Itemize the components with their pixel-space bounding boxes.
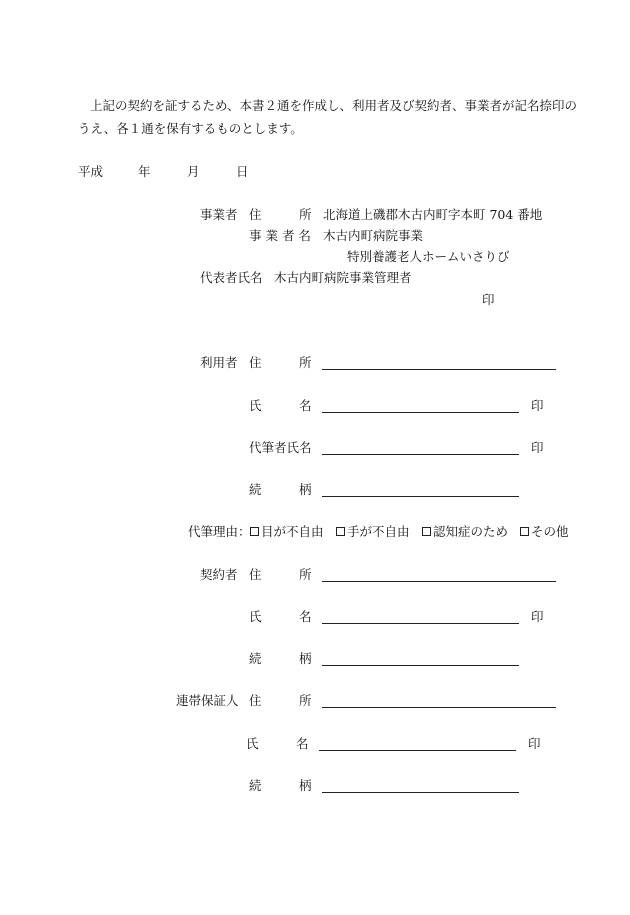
contractor-name-label-2: 名 — [299, 609, 312, 624]
guarantor-relation-label-1: 続 — [249, 778, 262, 793]
user-proxy-label: 代筆者氏名 — [249, 440, 312, 455]
user-address-field[interactable] — [322, 369, 556, 370]
date-day: 日 — [236, 164, 249, 179]
date-year: 年 — [138, 164, 151, 179]
user-name-label-2: 名 — [299, 398, 312, 413]
provider-role: 事業者 — [200, 207, 238, 222]
intro-line-1: 上記の契約を証するため、本書２通を作成し、利用者及び契約者、事業者が記名捺印の — [90, 98, 578, 113]
proxy-reason-checkbox-3[interactable] — [422, 527, 431, 536]
user-relation-label-1: 続 — [249, 482, 262, 497]
guarantor-role: 連帯保証人 — [176, 693, 239, 708]
proxy-reason-option-1: 目が不自由 — [261, 524, 324, 539]
provider-rep-label: 代表者氏名 — [200, 270, 263, 285]
provider-facility: 特別養護老人ホームいさりび — [347, 249, 510, 264]
user-proxy-field[interactable] — [322, 454, 519, 455]
contractor-relation-label-2: 柄 — [299, 651, 312, 666]
provider-address-label-2: 所 — [299, 207, 312, 222]
proxy-reason-option-4: その他 — [531, 524, 569, 539]
provider-address-value: 北海道上磯郡木古内町字本町 704 番地 — [323, 207, 543, 222]
guarantor-relation-label-2: 柄 — [299, 778, 312, 793]
user-name-seal: 印 — [531, 398, 544, 413]
provider-name-label: 事 業 者 名 — [249, 228, 311, 243]
user-name-field[interactable] — [322, 412, 519, 413]
provider-seal: 印 — [482, 292, 495, 307]
user-relation-field[interactable] — [322, 496, 519, 497]
provider-address-label-1: 住 — [249, 207, 262, 222]
contractor-address-label-1: 住 — [249, 567, 262, 582]
user-role: 利用者 — [200, 355, 238, 370]
guarantor-address-label-1: 住 — [249, 693, 262, 708]
contractor-relation-field[interactable] — [322, 665, 519, 666]
proxy-reason-checkbox-4[interactable] — [520, 527, 529, 536]
guarantor-name-seal: 印 — [528, 736, 541, 751]
guarantor-name-label-1: 氏 — [246, 736, 259, 751]
guarantor-address-label-2: 所 — [299, 693, 312, 708]
proxy-reason-option-3: 認知症のため — [433, 524, 509, 539]
provider-rep-value: 木古内町病院事業管理者 — [274, 270, 412, 285]
contractor-name-field[interactable] — [322, 623, 519, 624]
guarantor-relation-field[interactable] — [322, 792, 519, 793]
user-address-label-1: 住 — [249, 355, 262, 370]
intro-line-2: うえ、各１通を保有するものとします。 — [78, 121, 303, 136]
guarantor-name-field[interactable] — [319, 750, 516, 751]
proxy-reason-label: 代筆理由： — [188, 524, 251, 539]
proxy-reason-checkbox-1[interactable] — [250, 527, 259, 536]
user-relation-label-2: 柄 — [299, 482, 312, 497]
proxy-reason-option-2: 手が不自由 — [347, 524, 410, 539]
contractor-name-seal: 印 — [531, 609, 544, 624]
contractor-address-label-2: 所 — [299, 567, 312, 582]
contractor-role: 契約者 — [200, 567, 238, 582]
guarantor-address-field[interactable] — [322, 707, 556, 708]
contractor-relation-label-1: 続 — [249, 651, 262, 666]
user-address-label-2: 所 — [299, 355, 312, 370]
provider-name-value: 木古内町病院事業 — [323, 228, 424, 243]
user-proxy-seal: 印 — [531, 440, 544, 455]
date-era: 平成 — [78, 164, 104, 179]
user-name-label-1: 氏 — [249, 398, 262, 413]
contractor-name-label-1: 氏 — [249, 609, 262, 624]
proxy-reason-checkbox-2[interactable] — [336, 527, 345, 536]
contractor-address-field[interactable] — [322, 581, 556, 582]
date-month: 月 — [187, 164, 200, 179]
guarantor-name-label-2: 名 — [296, 736, 309, 751]
